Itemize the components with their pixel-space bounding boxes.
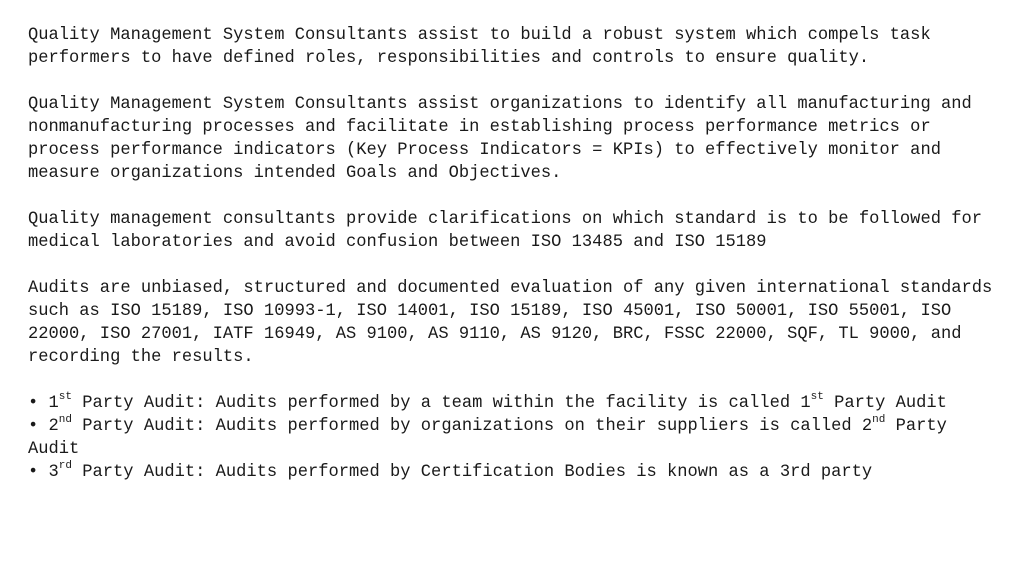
list-item-first-party: • 1st Party Audit: Audits performed by a team within the facility is called 1st Party Audit (28, 391, 947, 413)
bullet-icon: • (28, 394, 39, 413)
audit-types-list (28, 392, 1003, 484)
list-item-second-party: • 2nd Party Audit: Audits performed by organizations on their suppliers is called 2nd Party Audit (28, 414, 947, 459)
bullet-icon: • (28, 463, 39, 482)
bullet-icon: • (28, 417, 39, 436)
paragraph-audits-definition: Audits are unbiased, structured and documented evaluation of any given international standards such as ISO 15189, ISO 10993-1, ISO 14001, ISO 15189, ISO 45001, ISO 50001, ISO 55001, ISO 22000, ISO 27001, IATF 16949, AS 9100, AS 9110, AS 9120, BRC, FSSC 22000, SQF, TL 9000, and recording the results. (28, 279, 993, 367)
paragraph-qms-roles: Quality Management System Consultants assist to build a robust system which compels task performers to have defined roles, responsibilities and controls to ensure quality. (28, 26, 931, 68)
document-body (28, 24, 1003, 484)
paragraph-qms-processes: Quality Management System Consultants assist organizations to identify all manufacturing and nonmanufacturing processes and facilitate in establishing process performance metrics or process performance indicators (Key Process Indicators = KPIs) to effectively monitor and measure organizations intended Goals and Objectives. (28, 95, 972, 183)
paragraph-medical-labs: Quality management consultants provide clarifications on which standard is to be followed for medical laboratories and avoid confusion between ISO 13485 and ISO 15189 (28, 210, 982, 252)
list-item-third-party: • 3rd Party Audit: Audits performed by Certification Bodies is known as a 3rd party (28, 460, 873, 482)
